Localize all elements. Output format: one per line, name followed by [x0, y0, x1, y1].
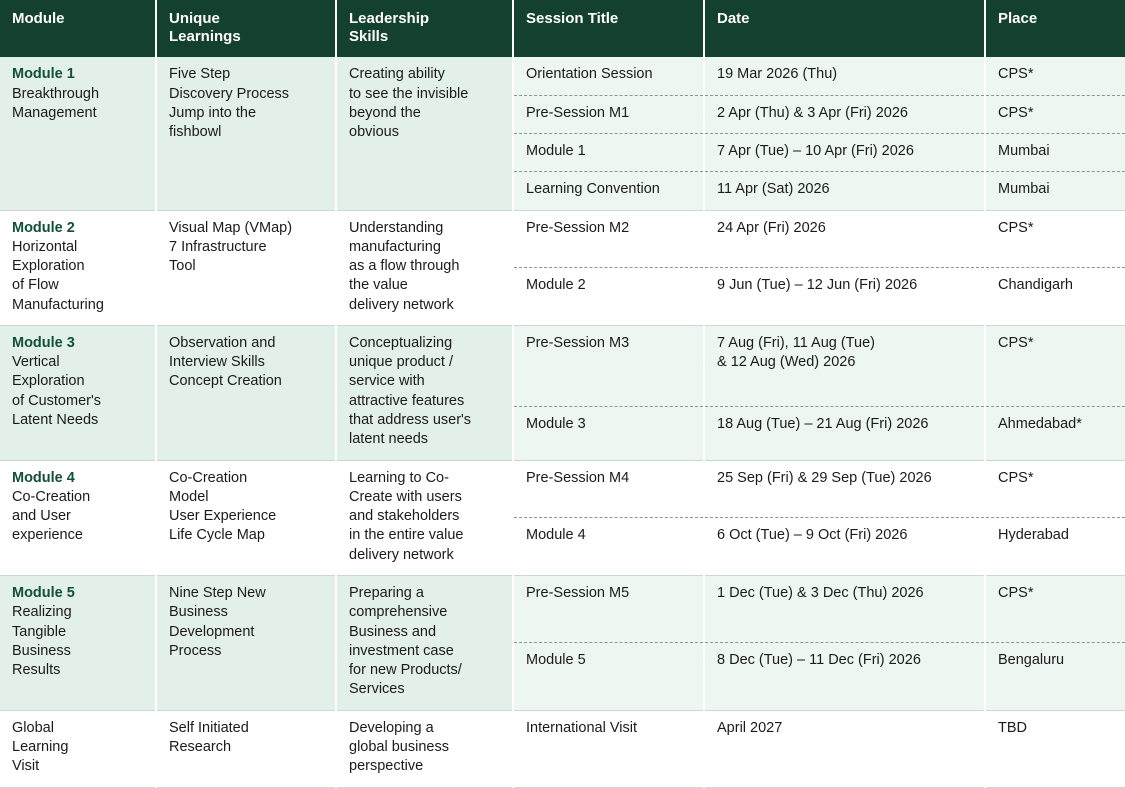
module-title: Module 1 — [12, 66, 75, 83]
session-title-cell: Pre-Session M1 — [513, 95, 704, 133]
column-header-session-title — [513, 0, 704, 57]
module-title: Module 4 — [12, 469, 75, 486]
column-header-date — [704, 0, 985, 57]
session-date-cell: 19 Mar 2026 (Thu) — [704, 57, 985, 95]
module-cell — [0, 576, 156, 711]
session-place-cell: Bengaluru — [985, 643, 1125, 710]
leadership-skills-cell: Creating ability to see the invisible beyond the obvious — [336, 57, 513, 210]
table-header — [0, 0, 1125, 57]
table-row — [0, 576, 1125, 643]
session-date-cell: 24 Apr (Fri) 2026 — [704, 210, 985, 268]
module-subtitle: Realizing Tangible Business Results — [12, 604, 72, 679]
session-title-cell: Module 3 — [513, 406, 704, 460]
session-title-cell: Module 1 — [513, 133, 704, 171]
session-date-cell: 25 Sep (Fri) & 29 Sep (Tue) 2026 — [704, 460, 985, 518]
column-header-leadership-skills-line1: Leadership — [349, 10, 430, 27]
session-place-cell: CPS* — [985, 57, 1125, 95]
column-header-place-label: Place — [998, 10, 1038, 27]
session-title-cell: Orientation Session — [513, 57, 704, 95]
module-subtitle: Co-Creation and User experience — [12, 488, 91, 544]
column-header-session-title-label: Session Title — [526, 10, 619, 27]
column-header-unique-learnings-line2: Learnings — [169, 27, 241, 45]
unique-learnings-cell: Nine Step New Business Development Process — [156, 576, 336, 711]
module-subtitle: Breakthrough Management — [12, 85, 100, 121]
column-header-place — [985, 0, 1125, 57]
leadership-skills-cell: Conceptualizing unique product / service with attractive features that address user's latent needs — [336, 325, 513, 460]
module-cell — [0, 325, 156, 460]
session-date-cell: 1 Dec (Tue) & 3 Dec (Thu) 2026 — [704, 576, 985, 643]
header-row — [0, 0, 1125, 57]
column-header-leadership-skills-line2: Skills — [349, 27, 389, 45]
session-place-cell: CPS* — [985, 325, 1125, 406]
session-place-cell: Hyderabad — [985, 518, 1125, 576]
leadership-skills-cell: Learning to Co- Create with users and stakeholders in the entire value delivery network — [336, 460, 513, 575]
module-cell — [0, 57, 156, 210]
table-row — [0, 210, 1125, 268]
module-title: Module 5 — [12, 585, 75, 601]
unique-learnings-cell: Five Step Discovery Process Jump into the fishbowl — [156, 57, 336, 210]
session-place-cell: CPS* — [985, 210, 1125, 268]
session-date-cell: 18 Aug (Tue) – 21 Aug (Fri) 2026 — [704, 406, 985, 460]
table-row — [0, 325, 1125, 406]
session-place-cell: CPS* — [985, 95, 1125, 133]
table-row — [0, 710, 1125, 787]
session-title-cell: Learning Convention — [513, 172, 704, 210]
column-header-module — [0, 0, 156, 57]
unique-learnings-cell: Observation and Interview Skills Concept Creation — [156, 325, 336, 460]
session-date-cell: April 2027 — [704, 710, 985, 787]
session-date-cell: 2 Apr (Thu) & 3 Apr (Fri) 2026 — [704, 95, 985, 133]
session-place-cell: Mumbai — [985, 133, 1125, 171]
module-title: Module 2 — [12, 219, 75, 236]
leadership-skills-cell: Preparing a comprehensive Business and investment case for new Products/ Services — [336, 576, 513, 711]
module-cell — [0, 460, 156, 575]
module-subtitle: Global Learning Visit — [12, 719, 69, 775]
session-date-cell: 7 Aug (Fri), 11 Aug (Tue) & 12 Aug (Wed) 2026 — [704, 325, 985, 406]
session-date-cell: 7 Apr (Tue) – 10 Apr (Fri) 2026 — [704, 133, 985, 171]
session-date-cell: 11 Apr (Sat) 2026 — [704, 172, 985, 210]
session-place-cell: CPS* — [985, 576, 1125, 643]
leadership-skills-cell: Understanding manufacturing as a flow through the value delivery network — [336, 210, 513, 325]
session-place-cell: Ahmedabad* — [985, 406, 1125, 460]
session-title-cell: Module 4 — [513, 518, 704, 576]
session-title-cell: International Visit — [513, 710, 704, 787]
column-header-leadership-skills — [336, 0, 513, 57]
leadership-skills-cell: Developing a global business perspective — [336, 710, 513, 787]
module-subtitle: Horizontal Exploration of Flow Manufacturing — [12, 238, 104, 313]
session-date-cell: 8 Dec (Tue) – 11 Dec (Fri) 2026 — [704, 643, 985, 710]
session-date-cell: 6 Oct (Tue) – 9 Oct (Fri) 2026 — [704, 518, 985, 576]
session-title-cell: Pre-Session M3 — [513, 325, 704, 406]
unique-learnings-cell: Visual Map (VMap) 7 Infrastructure Tool — [156, 210, 336, 325]
session-title-cell: Pre-Session M5 — [513, 576, 704, 643]
session-place-cell: Mumbai — [985, 172, 1125, 210]
session-title-cell: Module 2 — [513, 268, 704, 326]
module-cell — [0, 710, 156, 787]
table-body — [0, 57, 1125, 787]
module-title: Module 3 — [12, 334, 75, 351]
module-subtitle: Vertical Exploration of Customer's Latent Needs — [12, 354, 101, 429]
session-place-cell: TBD — [985, 710, 1125, 787]
session-place-cell: Chandigarh — [985, 268, 1125, 326]
unique-learnings-cell: Co-Creation Model User Experience Life Cycle Map — [156, 460, 336, 575]
table-row — [0, 57, 1125, 95]
column-header-unique-learnings — [156, 0, 336, 57]
session-title-cell: Module 5 — [513, 643, 704, 710]
unique-learnings-cell: Self Initiated Research — [156, 710, 336, 787]
module-cell — [0, 210, 156, 325]
session-place-cell: CPS* — [985, 460, 1125, 518]
session-title-cell: Pre-Session M4 — [513, 460, 704, 518]
session-title-cell: Pre-Session M2 — [513, 210, 704, 268]
column-header-module-label: Module — [12, 10, 65, 27]
column-header-unique-learnings-line1: Unique — [169, 10, 220, 27]
column-header-date-label: Date — [717, 10, 750, 27]
table-row — [0, 460, 1125, 518]
session-date-cell: 9 Jun (Tue) – 12 Jun (Fri) 2026 — [704, 268, 985, 326]
